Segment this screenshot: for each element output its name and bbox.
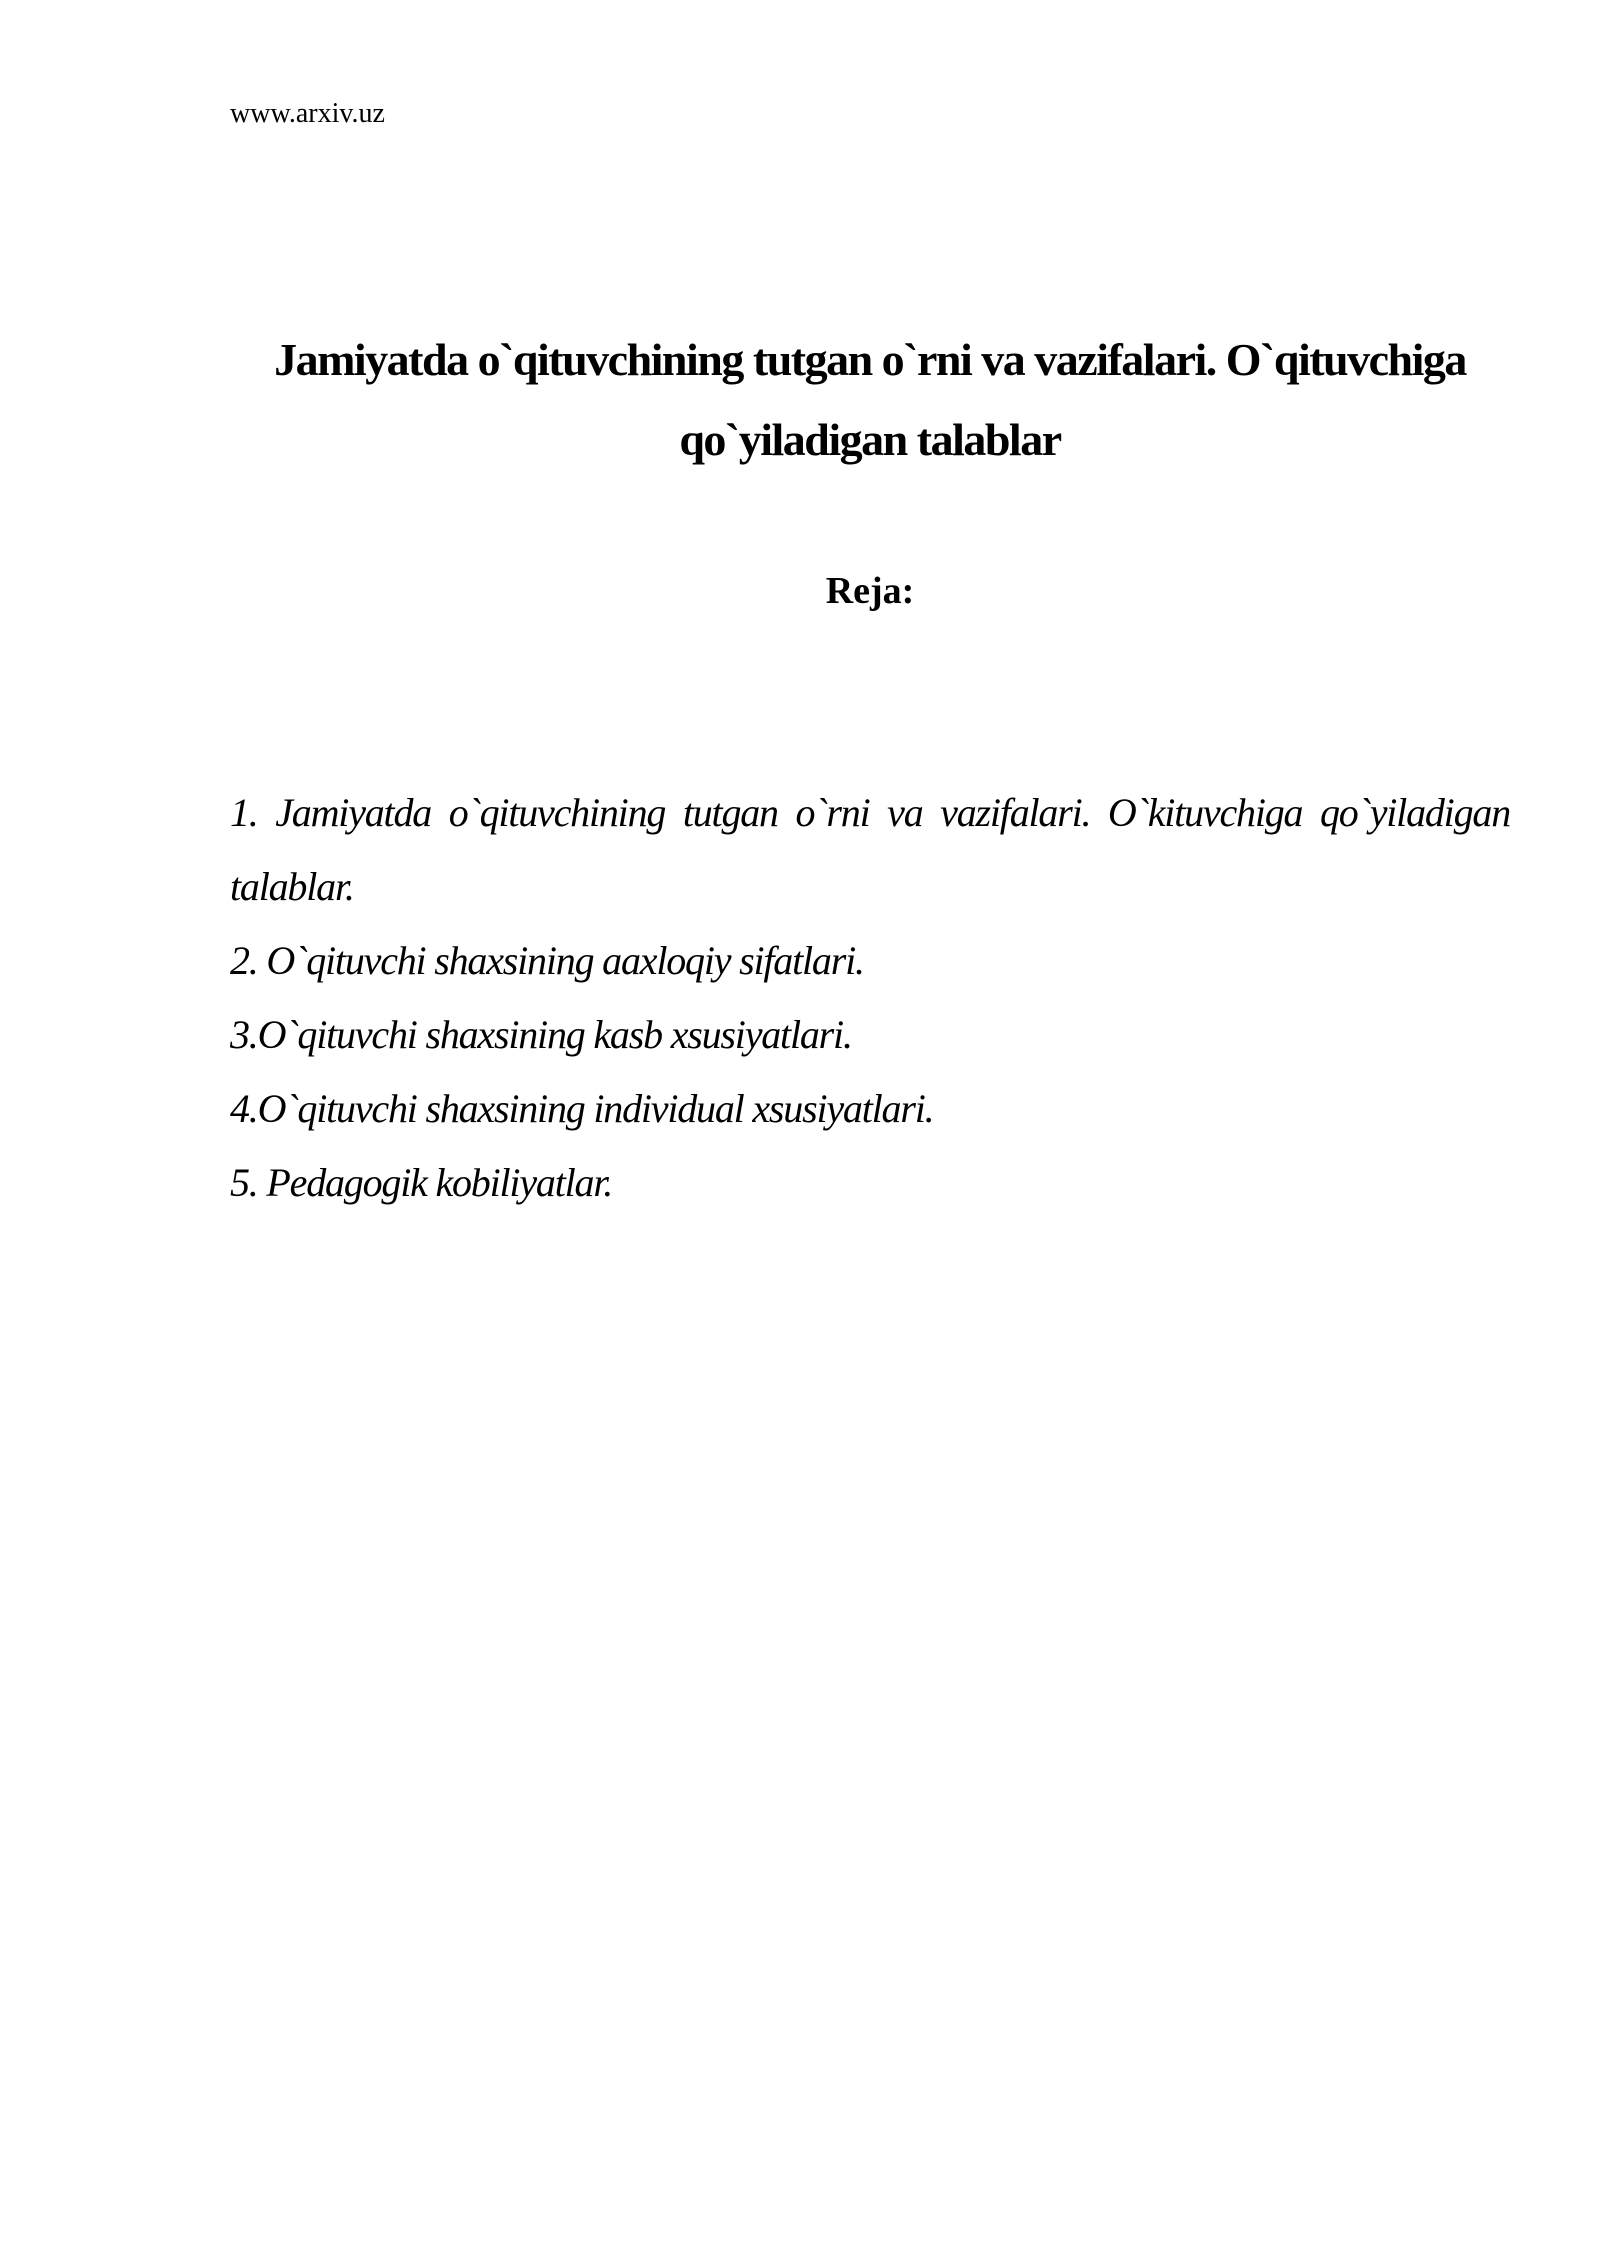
plan-item-5: 5. Pedagogik kobiliyatlar.	[230, 1160, 613, 1205]
plan-item-1: 1. Jamiyatda o`qituvchining tutgan o`rni va vazifalari. O`kituvchiga qo`yiladigan talablar.	[230, 790, 1510, 909]
plan-item-4: 4.O`qituvchi shaxsining individual xsusiyatlari.	[230, 1086, 934, 1131]
plan-item-3: 3.O`qituvchi shaxsining kasb xsusiyatlari.	[230, 1012, 852, 1057]
document-title-line-2: qo`yiladigan talablar	[679, 414, 1061, 465]
document-title-line-1: Jamiyatda o`qituvchining tutgan o`rni va vazifalari. O`qituvchiga	[274, 334, 1466, 385]
page-header-url: www.arxiv.uz	[230, 98, 385, 129]
plan-list	[230, 776, 1510, 1220]
plan-heading: Reja:	[825, 570, 915, 612]
document-title	[230, 320, 1510, 480]
plan-item-2: 2. O`qituvchi shaxsining aaxloqiy sifatlari.	[230, 938, 864, 983]
